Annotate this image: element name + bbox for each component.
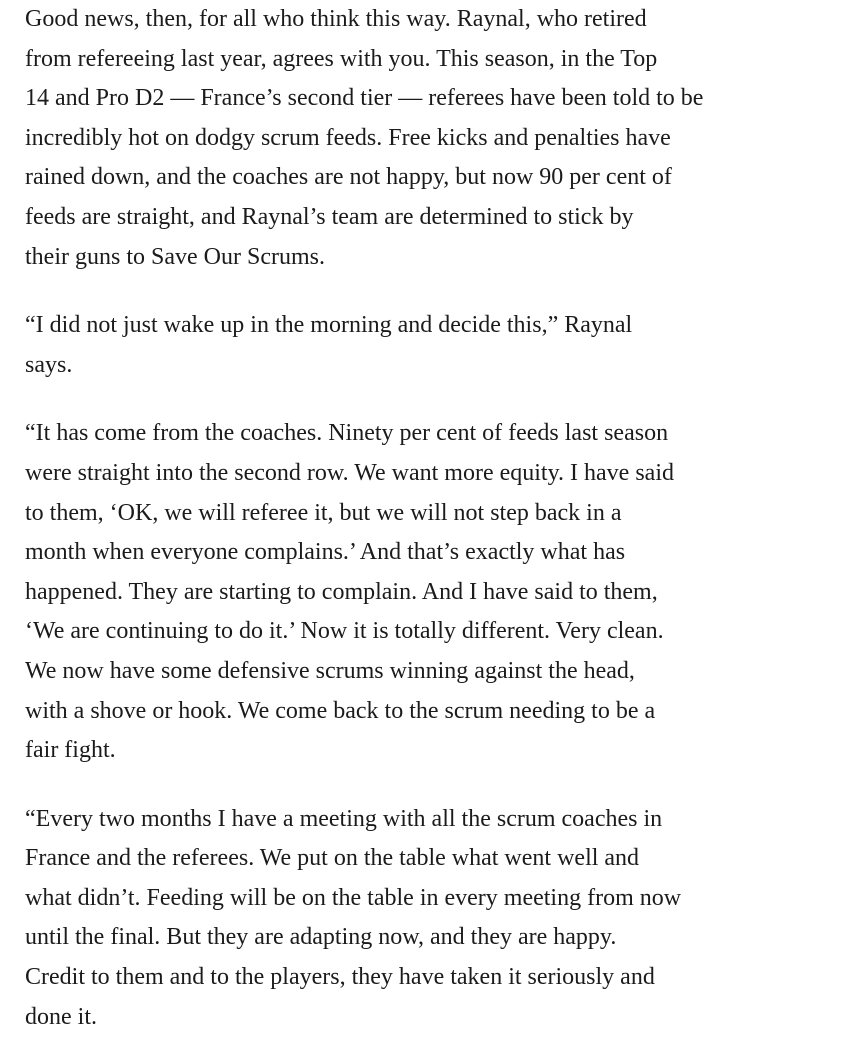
text-line: ‘We are continuing to do it.’ Now it is totally different. Very clean. bbox=[25, 618, 664, 645]
text-line: “I did not just wake up in the morning and decide this,” Raynal bbox=[25, 312, 633, 339]
text-line: to them, ‘OK, we will referee it, but we will not step back in a bbox=[25, 499, 622, 526]
text-line: “It has come from the coaches. Ninety per cent of feeds last season bbox=[25, 420, 669, 447]
text-line: incredibly hot on dodgy scrum feeds. Free kicks and penalties have bbox=[25, 124, 671, 151]
text-line: rained down, and the coaches are not happy, but now 90 per cent of bbox=[25, 164, 672, 191]
text-line: feeds are straight, and Raynal’s team are determined to stick by bbox=[25, 203, 634, 230]
text-line: with a shove or hook. We come back to the scrum needing to be a bbox=[25, 697, 656, 724]
text-line: from refereeing last year, agrees with you. This season, in the Top bbox=[25, 45, 658, 72]
text-line: Credit to them and to the players, they have taken it seriously and bbox=[25, 964, 655, 991]
text-line: fair fight. bbox=[25, 737, 116, 764]
text-line: says. bbox=[25, 351, 73, 378]
text-line: We now have some defensive scrums winning against the head, bbox=[25, 657, 635, 684]
paragraph bbox=[25, 0, 845, 277]
paragraph bbox=[25, 800, 845, 1037]
text-line: done it. bbox=[25, 1003, 97, 1030]
text-line: until the final. But they are adapting now, and they are happy. bbox=[25, 924, 617, 951]
text-line: what didn’t. Feeding will be on the table in every meeting from now bbox=[25, 884, 682, 911]
text-line: Good news, then, for all who think this way. Raynal, who retired bbox=[25, 6, 647, 32]
text-line: France and the referees. We put on the table what went well and bbox=[25, 845, 640, 872]
text-line: happened. They are starting to complain. And I have said to them, bbox=[25, 578, 658, 605]
text-line: 14 and Pro D2 — France’s second tier — referees have been told to be bbox=[25, 85, 704, 112]
paragraph bbox=[25, 414, 845, 770]
text-line: their guns to Save Our Scrums. bbox=[25, 243, 325, 270]
text-line: were straight into the second row. We want more equity. I have said bbox=[25, 459, 674, 486]
text-line: month when everyone complains.’ And that’s exactly what has bbox=[25, 539, 626, 566]
text-line: “Every two months I have a meeting with all the scrum coaches in bbox=[25, 805, 663, 832]
paragraph bbox=[25, 306, 845, 385]
